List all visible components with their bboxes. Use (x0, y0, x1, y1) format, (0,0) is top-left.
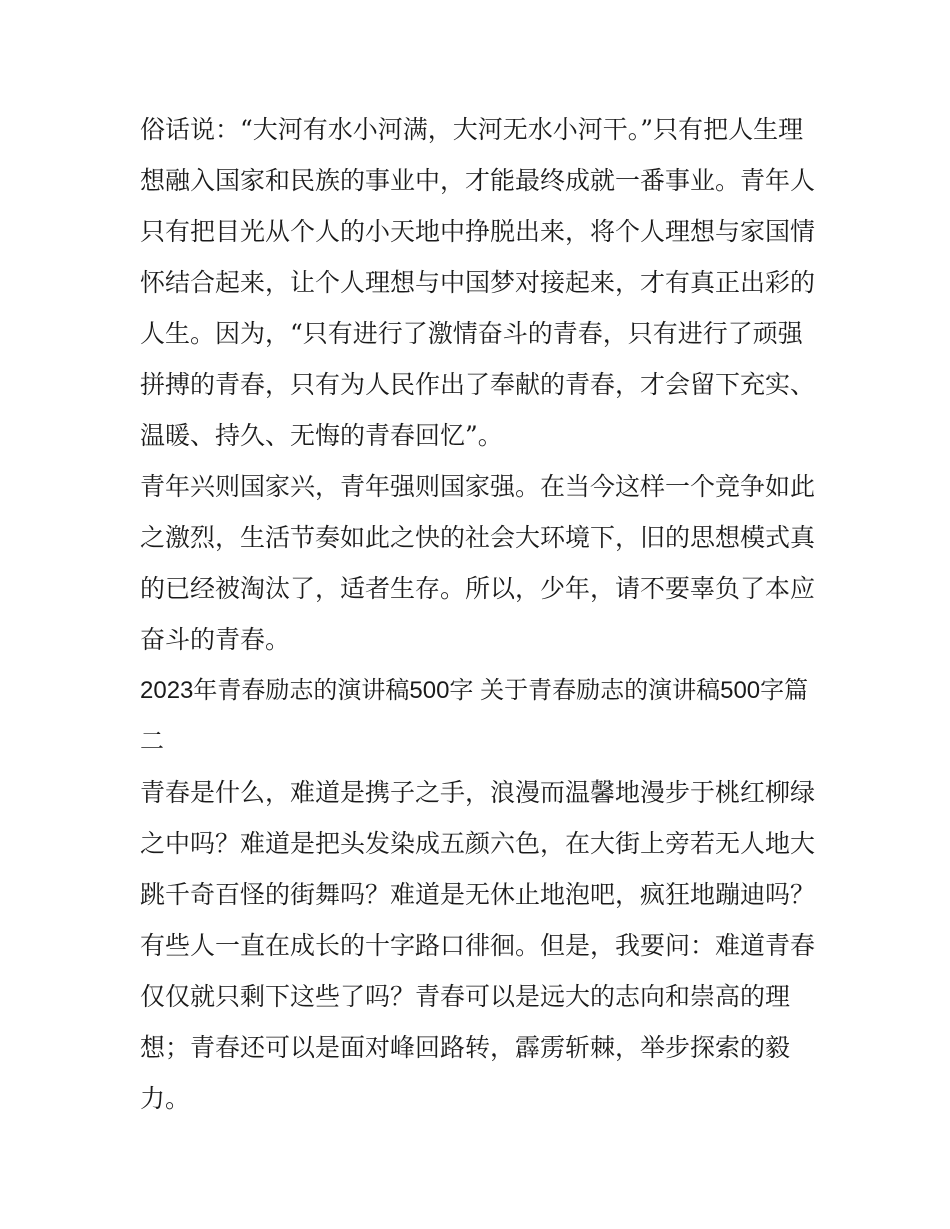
paragraph-youth-strong: 青年兴则国家兴，青年强则国家强。在当今这样一个竞争如此之激烈，生活节奏如此之快的社会大环境下，旧的思想模式真的已经被淘汰了，适者生存。所以，少年，请不要辜负了本应奋斗的青春。 (140, 472, 816, 654)
section-heading: 2023年青春励志的演讲稿500字 关于青春励志的演讲稿500字篇二 (140, 677, 809, 755)
paragraph-rural-proverb: 俗话说：“大河有水小河满，大河无水小河干。”只有把人生理想融入国家和民族的事业中，才能最终成就一番事业。青年人只有把目光从个人的小天地中挣脱出来，将个人理想与家国情怀结合起来，让个人理想与中国梦对接起来，才有真正出彩的人生。因为，“只有进行了激情奋斗的青春，只有进行了顽强拼搏的青春，只有为人民作出了奉献的青春，才会留下充实、温暖、持久、无悔的青春回忆”。 (140, 115, 816, 450)
paragraph-what-is-youth: 青春是什么，难道是携子之手，浪漫而温馨地漫步于桃红柳绿之中吗？难道是把头发染成五颜六色，在大街上旁若无人地大跳千奇百怪的街舞吗？难道是无休止地泡吧，疯狂地蹦迪吗？有些人一直在成长的十字路口徘徊。但是，我要问：难道青春仅仅就只剩下这些了吗？青春可以是远大的志向和崇高的理想；青春还可以是面对峰回路转，霹雳斩棘，举步探索的毅力。 (140, 778, 816, 1113)
document-body (140, 104, 820, 1124)
